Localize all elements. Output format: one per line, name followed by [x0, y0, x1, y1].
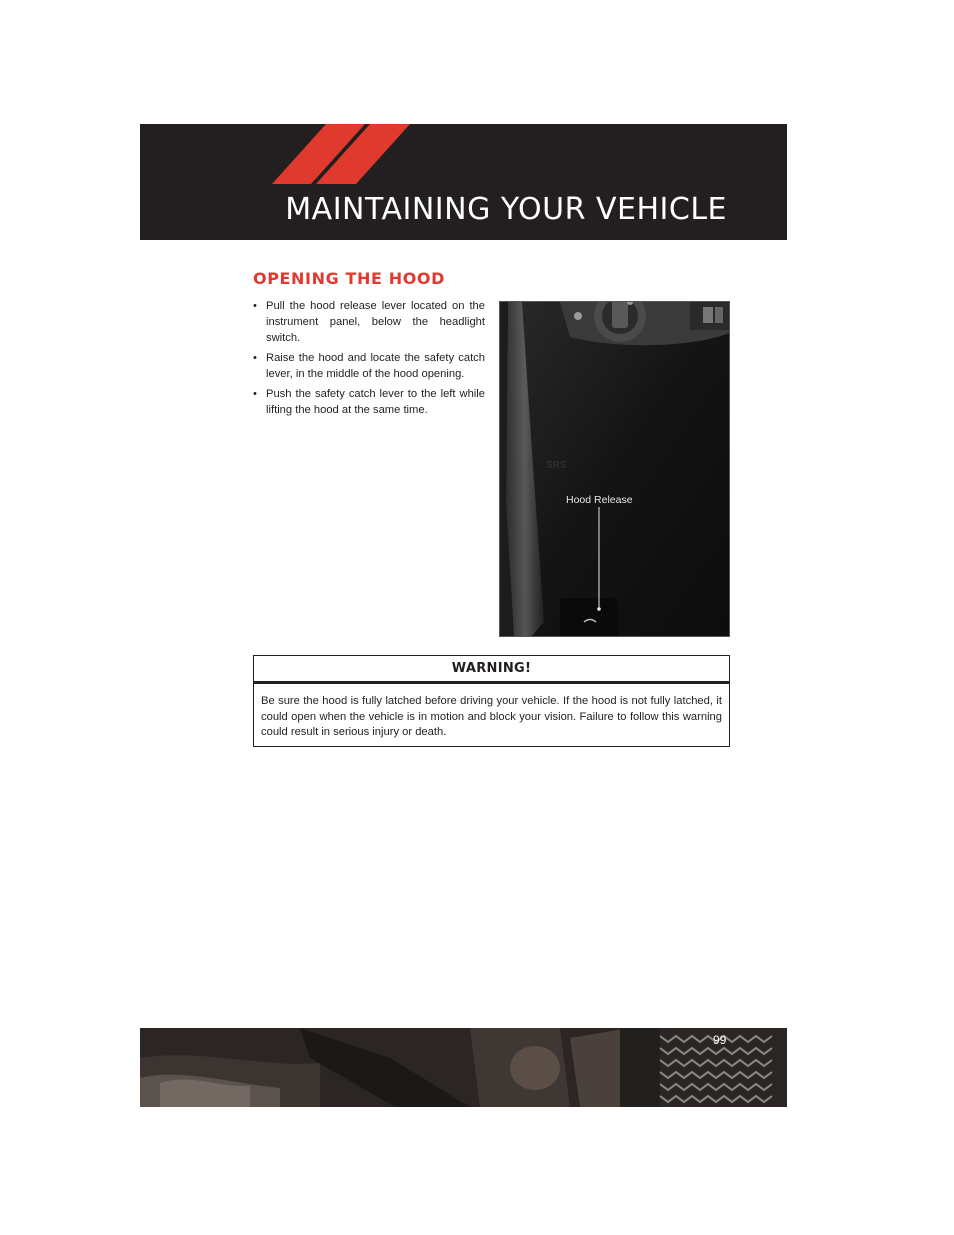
list-item	[253, 350, 485, 382]
page-title: MAINTAINING YOUR VEHICLE	[285, 192, 727, 227]
list-item	[253, 386, 485, 418]
bullet-mark: •	[253, 352, 257, 364]
footer-photo-strip	[140, 1028, 787, 1107]
svg-text:SRS: SRS	[546, 460, 567, 471]
hood-release-photo	[499, 301, 730, 637]
header-band	[140, 124, 787, 240]
dashboard-illustration	[500, 302, 730, 637]
footer-band	[140, 1028, 787, 1107]
list-item-text: Push the safety catch lever to the left while lifting the hood at the same time.	[266, 388, 485, 416]
bullet-mark: •	[253, 300, 257, 312]
list-item	[253, 298, 485, 346]
bullet-mark: •	[253, 388, 257, 400]
warning-title: WARNING!	[254, 656, 729, 684]
hood-release-callout: Hood Release	[566, 494, 633, 506]
section-title: OPENING THE HOOD	[253, 269, 445, 288]
warning-text: Be sure the hood is fully latched before driving your vehicle. If the hood is not fully latched, it could open when the vehicle is in motion and block your vision. Failure to follow this warning could result in serious injury or death.	[261, 695, 722, 738]
instruction-list	[253, 298, 485, 422]
warning-box	[253, 655, 730, 747]
list-item-text: Raise the hood and locate the safety catch lever, in the middle of the hood opening.	[266, 352, 485, 380]
list-item-text: Pull the hood release lever located on the instrument panel, below the headlight switch.	[266, 300, 485, 344]
page-number: 99	[713, 1033, 727, 1047]
